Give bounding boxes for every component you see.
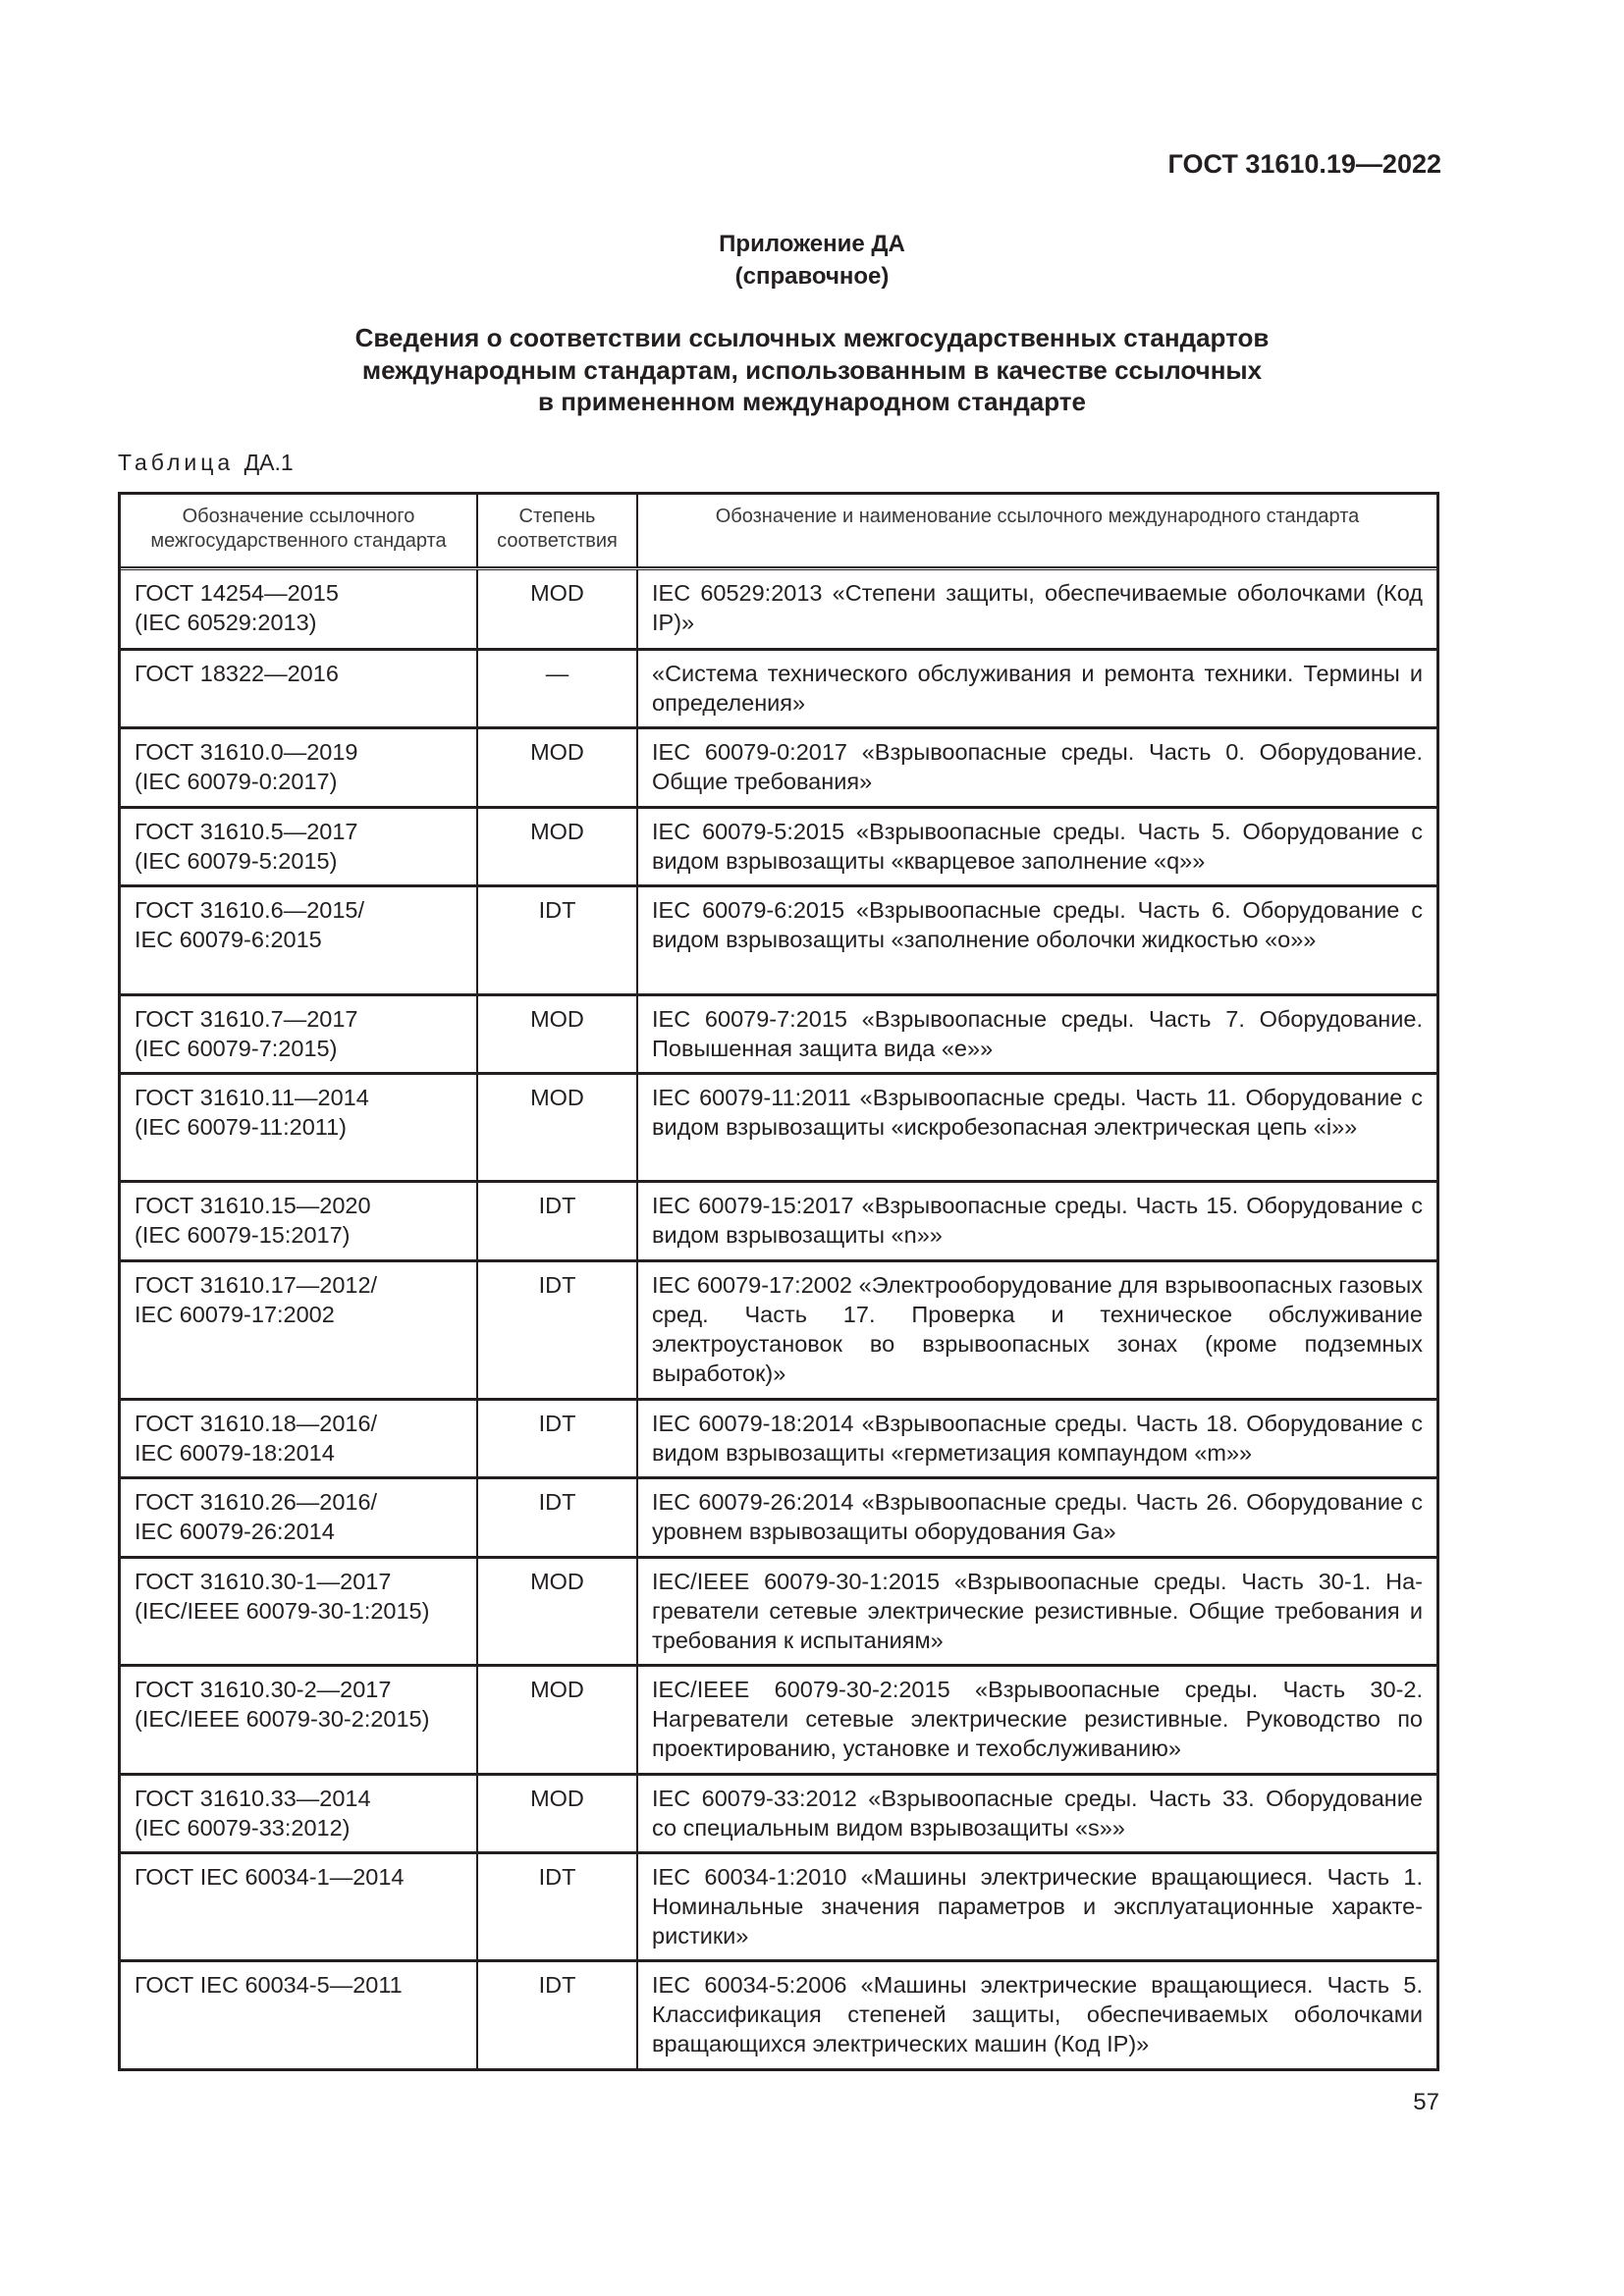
international-standard-cell: IEC 60079-5:2015 «Взрывоопасные среды. Часть 5. Оборудование с видом взрывозащиты «кварцевое заполнение «q»» [652, 819, 1423, 874]
international-standard-cell: «Система технического обслуживания и ремонта техники. Термины и определения» [652, 661, 1423, 716]
table-caption [118, 450, 294, 476]
heading-line: международным стандартам, использованным в качестве ссылочных [361, 354, 1263, 385]
international-standard-cell: IEC 60079-6:2015 «Взрывоопасные среды. Часть 6. Оборудование с видом взрывозащиты «заполнение оболочки жидкостью «о»» [652, 897, 1423, 952]
table-caption-number: ДА.1 [244, 450, 294, 475]
international-standard-cell: IEC 60079-33:2012 «Взрывоопасные среды. Часть 33. Оборудование со специальным видом взрывозащиты «s»» [652, 1786, 1423, 1841]
interstate-standard-cell: ГОСТ 31610.5—2017 (IEC 60079-5:2015) [121, 809, 478, 884]
table-row [121, 1664, 1436, 1773]
annex-subtitle: (справочное) [734, 263, 890, 290]
degree-cell: MOD [478, 570, 638, 648]
table-row [121, 1072, 1436, 1180]
table-row [121, 1959, 1436, 2068]
international-standard-cell: IEC 60529:2013 «Степени защиты, обеспечиваемые оболочками (Код IP)» [652, 580, 1423, 635]
table-row [121, 1773, 1436, 1851]
international-standard-cell: IEC 60079-17:2002 «Электрооборудование для взрывоопасных газовых сред. Часть 17. Проверка и техническое обслуживание электроустановок во взрывоопасных зонах (кроме подземных выработок)» [652, 1272, 1423, 1386]
table-row [121, 993, 1436, 1072]
degree-cell: IDT [478, 1262, 638, 1398]
heading-line: в примененном международном стандарте [538, 387, 1086, 416]
interstate-standard-cell: ГОСТ 31610.30-1—2017 (IEC/IEEE 60079-30-1:2015) [121, 1559, 478, 1664]
table-caption-word: Таблица [118, 450, 235, 475]
international-standard-cell: IEC 60079-11:2011 «Взрывоопасные среды. Часть 11. Оборудование с видом взрывозащиты «искробезопасная электрическая цепь «i»» [652, 1085, 1423, 1140]
annex-title: Приложение ДА [719, 231, 905, 257]
international-standard-cell: IEC 60079-18:2014 «Взрывоопасные среды. Часть 18. Оборудование с видом взрывозащиты «герметизация компаундом «m»» [652, 1411, 1423, 1466]
degree-cell: MOD [478, 1776, 638, 1851]
degree-cell: IDT [478, 1854, 638, 1959]
table-row [121, 567, 1436, 648]
degree-cell: IDT [478, 887, 638, 993]
international-standard-cell: IEC/IEEE 60079-30-1:2015 «Взрывоопасные среды. Часть 30-1. Нагреватели сетевые электрические резистивные. Общие требования и требования к испытаниям» [652, 1569, 1423, 1653]
table-row [121, 648, 1436, 726]
international-standard-cell: IEC 60034-5:2006 «Машины электрические вращающиеся. Часть 5. Классификация степеней защиты, обеспечиваемых оболочками вращающихся электрических машин (Код IP)» [652, 1972, 1423, 2056]
interstate-standard-cell: ГОСТ 31610.30-2—2017 (IEC/IEEE 60079-30-2:2015) [121, 1667, 478, 1773]
interstate-standard-cell: ГОСТ IEC 60034-1—2014 [121, 1854, 478, 1959]
interstate-standard-cell: ГОСТ 31610.6—2015/ IEC 60079-6:2015 [121, 887, 478, 993]
interstate-standard-cell: ГОСТ 31610.0—2019 (IEC 60079-0:2017) [121, 729, 478, 806]
table-row [121, 1556, 1436, 1664]
section-heading [0, 322, 1624, 418]
degree-cell: MOD [478, 1667, 638, 1773]
table-row [121, 1476, 1436, 1556]
degree-cell: MOD [478, 809, 638, 884]
degree-cell: IDT [478, 1479, 638, 1556]
heading-line: Сведения о соответствии ссылочных межгосударственных стандартов [354, 323, 1270, 352]
interstate-standard-cell: ГОСТ 31610.7—2017 (IEC 60079-7:2015) [121, 996, 478, 1072]
interstate-standard-cell: ГОСТ 31610.11—2014 (IEC 60079-11:2011) [121, 1075, 478, 1180]
table-header-row [121, 495, 1436, 567]
interstate-standard-cell: ГОСТ 31610.17—2012/ IEC 60079-17:2002 [121, 1262, 478, 1398]
international-standard-cell: IEC 60079-26:2014 «Взрывоопасные среды. Часть 26. Оборудование с уровнем взрывозащиты оборудования Ga» [652, 1489, 1423, 1544]
table-row [121, 884, 1436, 993]
correspondence-table [118, 492, 1439, 2071]
table-row [121, 1180, 1436, 1259]
interstate-standard-cell: ГОСТ 18322—2016 [121, 651, 478, 726]
degree-cell: MOD [478, 1075, 638, 1180]
degree-cell: — [478, 651, 638, 726]
degree-cell: IDT [478, 1183, 638, 1259]
degree-cell: MOD [478, 996, 638, 1072]
table-row [121, 726, 1436, 806]
international-standard-cell: IEC 60079-7:2015 «Взрывоопасные среды. Часть 7. Оборудование. Повышенная защита вида «е»» [652, 1006, 1423, 1061]
document-code: ГОСТ 31610.19—2022 [1167, 149, 1441, 179]
degree-cell: IDT [478, 1962, 638, 2068]
table-row [121, 806, 1436, 884]
degree-cell: MOD [478, 1559, 638, 1664]
international-standard-cell: IEC 60034-1:2010 «Машины электрические вращающиеся. Часть 1. Номинальные значения параметров и эксплуатационные характеристики» [652, 1864, 1423, 1949]
degree-cell: MOD [478, 729, 638, 806]
interstate-standard-cell: ГОСТ 31610.33—2014 (IEC 60079-33:2012) [121, 1776, 478, 1851]
degree-cell: IDT [478, 1401, 638, 1476]
table-row [121, 1851, 1436, 1959]
column-header-international: Обозначение и наименование ссылочного международного стандарта [715, 506, 1360, 527]
international-standard-cell: IEC/IEEE 60079-30-2:2015 «Взрывоопасные среды. Часть 30-2. Нагреватели сетевые электрические резистивные. Руководство по проектированию, установке и техобслуживанию» [652, 1677, 1423, 1761]
column-header-degree: Степень соответствия [478, 495, 638, 566]
international-standard-cell: IEC 60079-15:2017 «Взрывоопасные среды. Часть 15. Оборудование с видом взрывозащиты «n»» [652, 1193, 1423, 1248]
annex-title-block [0, 228, 1624, 293]
page-number: 57 [1413, 2089, 1439, 2115]
interstate-standard-cell: ГОСТ 31610.15—2020 (IEC 60079-15:2017) [121, 1183, 478, 1259]
interstate-standard-cell: ГОСТ 14254—2015 (IEC 60529:2013) [121, 570, 478, 648]
column-header-interstate: Обозначение ссылочного межгосударственного стандарта [121, 495, 478, 566]
table-row [121, 1398, 1436, 1476]
table-row [121, 1259, 1436, 1398]
interstate-standard-cell: ГОСТ 31610.26—2016/ IEC 60079-26:2014 [121, 1479, 478, 1556]
interstate-standard-cell: ГОСТ IEC 60034-5—2011 [121, 1962, 478, 2068]
international-standard-cell: IEC 60079-0:2017 «Взрывоопасные среды. Часть 0. Оборудование. Общие требования» [652, 739, 1423, 794]
interstate-standard-cell: ГОСТ 31610.18—2016/ IEC 60079-18:2014 [121, 1401, 478, 1476]
